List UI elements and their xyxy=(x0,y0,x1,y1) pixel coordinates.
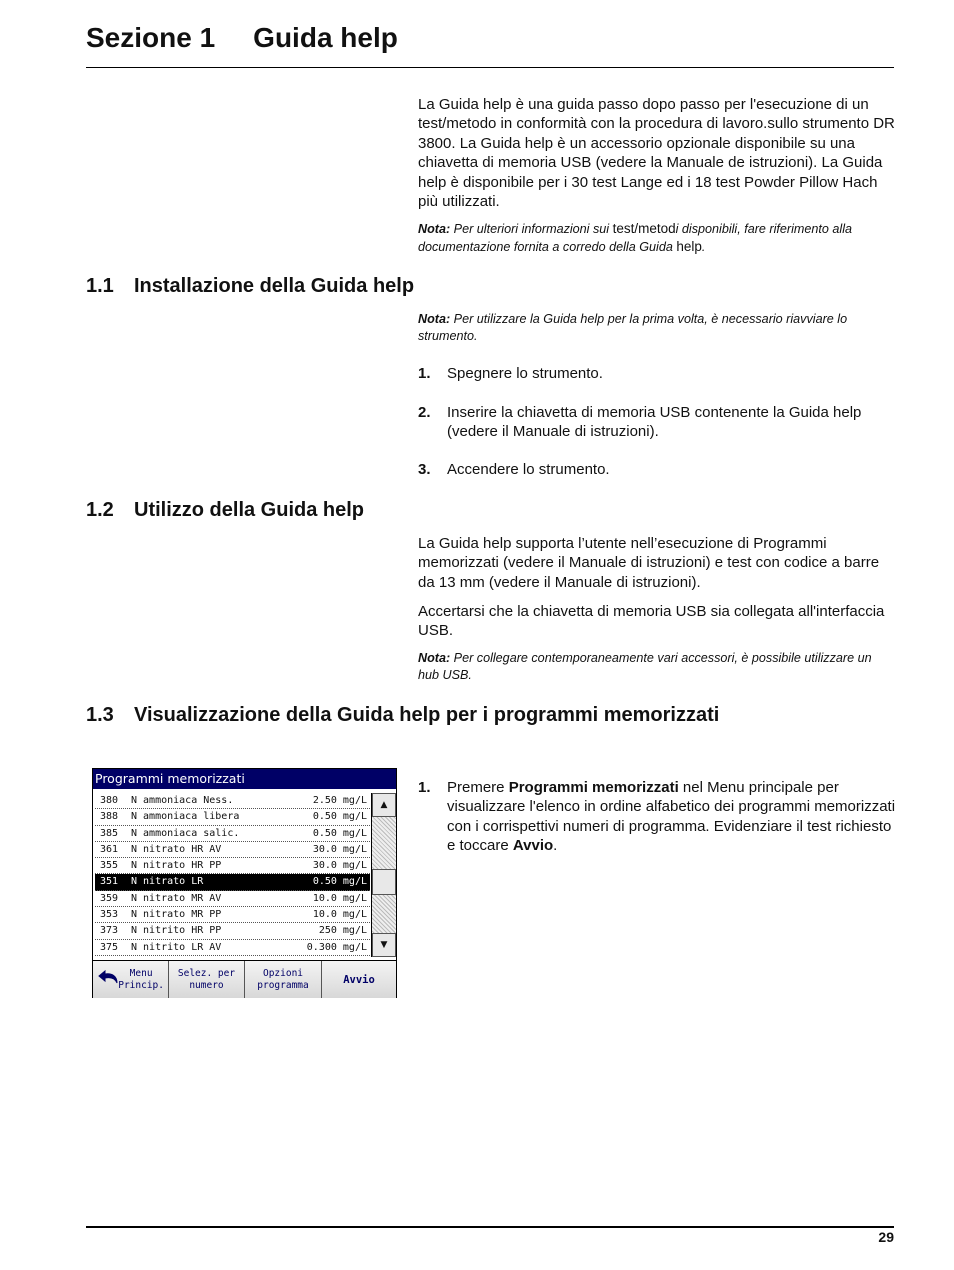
usage-paragraph-1: La Guida help supporta l’utente nell’esecuzione di Programmi memorizzati (vedere il Manuale di istruzioni) e test con codice a barre da 13 mm (vedere il Manuale di istruzioni). xyxy=(418,535,880,591)
program-range: 0.50 mg/L xyxy=(312,827,367,839)
program-number: 373 xyxy=(100,925,119,937)
program-number: 361 xyxy=(100,843,119,855)
button-label: Avvio xyxy=(343,973,375,986)
note-text: help xyxy=(676,239,702,254)
footer-rule xyxy=(86,1226,894,1228)
program-name: N nitrato HR PP xyxy=(131,860,222,872)
note-text: Per ulteriori informazioni sui xyxy=(450,222,613,236)
note-text: test/metod xyxy=(612,221,676,236)
program-number: 355 xyxy=(100,860,119,872)
install-step-1 xyxy=(418,364,896,383)
program-row[interactable] xyxy=(95,858,370,874)
program-number: 359 xyxy=(100,892,119,904)
section-number: 1.1 xyxy=(86,275,114,297)
section-title: Utilizzo della Guida help xyxy=(134,499,365,521)
program-name: N ammoniaca libera xyxy=(131,811,240,823)
scroll-thumb[interactable] xyxy=(372,869,396,895)
step-number: 2. xyxy=(418,404,431,421)
scroll-down-icon[interactable]: ▼ xyxy=(372,933,396,957)
step-text-bold: Avvio xyxy=(512,837,554,855)
program-name: N ammoniaca salic. xyxy=(131,827,240,839)
usage-paragraph-2: Accertarsi che la chiavetta di memoria USB sia collegata all'interfaccia USB. xyxy=(418,603,885,640)
program-row[interactable] xyxy=(95,923,370,939)
usage-note xyxy=(418,650,896,684)
step-number: 3. xyxy=(418,461,431,478)
program-row[interactable] xyxy=(95,809,370,825)
section-heading-1-1 xyxy=(86,275,414,298)
section-number: Sezione 1 xyxy=(86,22,216,53)
menu-principale-button[interactable] xyxy=(93,961,169,998)
program-row[interactable] xyxy=(95,907,370,923)
section-title: Visualizzazione della Guida help per i programmi memorizzati xyxy=(134,704,720,726)
program-range: 10.0 mg/L xyxy=(312,909,367,921)
step-text xyxy=(447,778,896,856)
step-text: Inserire la chiavetta di memoria USB contenente la Guida help (vedere il Manuale di istruzioni). xyxy=(447,404,862,441)
program-number: 351 xyxy=(100,876,119,888)
opzioni-programma-button[interactable] xyxy=(245,961,322,998)
program-range: 250 mg/L xyxy=(318,925,367,937)
step-number: 1. xyxy=(418,779,431,796)
program-row[interactable] xyxy=(95,940,370,956)
program-name: N nitrato HR AV xyxy=(131,843,222,855)
device-screen xyxy=(92,768,397,998)
install-note xyxy=(418,311,896,345)
step-text: Spegnere lo strumento. xyxy=(447,365,603,382)
program-range: 30.0 mg/L xyxy=(312,843,367,855)
program-row[interactable] xyxy=(95,874,370,890)
page-number: 29 xyxy=(878,1229,894,1245)
section-heading-1-2 xyxy=(86,499,364,522)
section-number: 1.2 xyxy=(86,499,114,521)
install-step-3 xyxy=(418,460,896,479)
device-title-bar: Programmi memorizzati xyxy=(93,769,396,789)
note-text: Per collegare contemporaneamente vari accessori, è possibile utilizzare un hub USB. xyxy=(418,651,872,682)
note-label: Nota: xyxy=(418,312,451,326)
program-name: N nitrato MR AV xyxy=(131,892,222,904)
avvio-button[interactable] xyxy=(322,961,396,998)
step-text: Accendere lo strumento. xyxy=(447,461,610,478)
note-text: Per utilizzare la Guida help per la prima volta, è necessario riavviare lo strumento. xyxy=(418,312,848,343)
program-number: 385 xyxy=(100,827,119,839)
back-arrow-icon xyxy=(96,968,122,990)
step-text-part: nel Menu principale per visualizzare l'elenco in ordine alfabetico dei programmi memorizzati con i corrispettivi numeri di programma. Evidenziare il test richiesto e toccare xyxy=(447,779,896,855)
program-row[interactable] xyxy=(95,793,370,809)
install-step-2 xyxy=(418,403,896,442)
intro-note xyxy=(418,220,896,256)
program-name: N nitrato MR PP xyxy=(131,909,222,921)
button-label: Menu Princip. xyxy=(118,967,164,991)
program-number: 380 xyxy=(100,795,119,806)
button-label: Opzioni programma xyxy=(257,967,309,991)
program-name: N ammoniaca Ness. xyxy=(131,795,234,806)
display-step-1 xyxy=(418,778,896,856)
scroll-up-icon[interactable]: ▲ xyxy=(372,793,396,817)
section-title: Installazione della Guida help xyxy=(134,275,415,297)
note-text: . xyxy=(701,240,706,254)
program-name: N nitrito LR AV xyxy=(131,941,222,953)
step-text-bold: Programmi memorizzati xyxy=(508,779,679,796)
section-number: 1.3 xyxy=(86,704,114,726)
program-name: N nitrato LR xyxy=(131,876,204,888)
program-range: 0.50 mg/L xyxy=(312,876,367,888)
program-range: 10.0 mg/L xyxy=(312,892,367,904)
program-range: 2.50 mg/L xyxy=(312,795,367,806)
program-number: 375 xyxy=(100,941,119,953)
program-number: 353 xyxy=(100,909,119,921)
program-number: 388 xyxy=(100,811,119,823)
program-name: N nitrito HR PP xyxy=(131,925,222,937)
section-heading-1-3 xyxy=(86,704,719,727)
program-range: 0.300 mg/L xyxy=(306,941,367,953)
step-text-part: . xyxy=(553,837,558,855)
program-list[interactable] xyxy=(95,793,370,957)
step-text-part: Premere xyxy=(447,779,509,796)
chapter-heading xyxy=(86,22,398,54)
intro-paragraph: La Guida help è una guida passo dopo passo per l'esecuzione di un test/metodo in conformità con la procedura di lavoro.sullo strumento DR 3800. La Guida help è un accessorio opzionale disponibile su una chiavetta di memoria USB (vedere la Manuale de istruzioni). La Guida help è disponibile per i 30 test Lange ed i 18 test Powder Pillow Hach più utilizzati. xyxy=(418,96,895,211)
note-text: i disponibili, fare riferimento alla documentazione fornita a corredo della Guida xyxy=(418,222,853,254)
scrollbar[interactable] xyxy=(371,793,396,957)
program-range: 0.50 mg/L xyxy=(312,811,367,823)
note-label: Nota: xyxy=(418,222,451,236)
program-row[interactable] xyxy=(95,891,370,907)
step-number: 1. xyxy=(418,365,431,382)
program-row[interactable] xyxy=(95,826,370,842)
selez-per-numero-button[interactable] xyxy=(169,961,245,998)
program-row[interactable] xyxy=(95,842,370,858)
program-range: 30.0 mg/L xyxy=(312,860,367,872)
header-rule xyxy=(86,67,894,68)
device-button-bar xyxy=(93,960,396,998)
chapter-title: Guida help xyxy=(253,22,398,53)
note-label: Nota: xyxy=(418,651,451,665)
button-label: Selez. per numero xyxy=(177,967,236,991)
